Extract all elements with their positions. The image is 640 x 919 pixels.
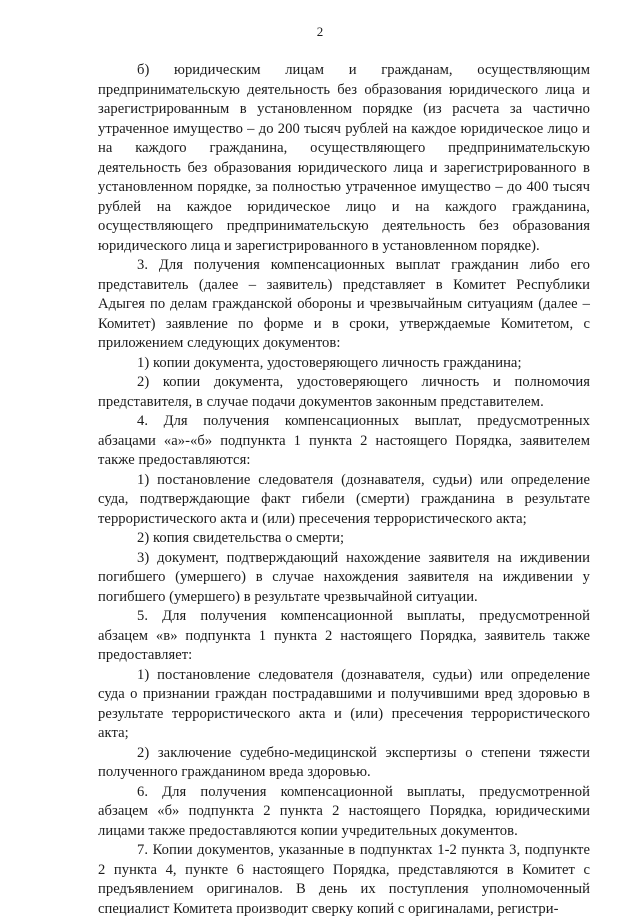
paragraph-2b-legal-entities: б) юридическим лицам и гражданам, осуществляющим предпринимательскую деятельность без образования юридического лица и зарегистрированным в установленном порядке (из расчета за частично утраченное имущество – до 200 тысяч рублей на каждое юридическое лицо и на каждого гражданина, осуществляющего предпринимательскую деятельность без образования юридического лица и зарегистрированного в установленном порядке, за полностью утраченное имущество – до 400 тысяч рублей на каждое юридическое лицо и на каждого гражданина, осуществляющего предпринимательскую деятельность без образования юридического лица и зарегистрированного в установленном порядке). — [98, 62, 590, 254]
paragraph-7-copies: 7. Копии документов, указанные в подпунктах 1-2 пункта 3, подпункте 2 пункта 4, пункте 6 настоящего Порядка, представляются в Комитет с предъявлением оригиналов. В день их поступления уполномоченный специалист Комитета производит сверку копий с оригиналами, регистри- — [98, 842, 590, 917]
paragraph-4-item-3: 3) документ, подтверждающий нахождение заявителя на иждивении погибшего (умершего) в случае нахождения заявителя на иждивении у погибшего (умершего) в результате чрезвычайной ситуации. — [98, 549, 590, 605]
paragraph-5-documents: 5. Для получения компенсационной выплаты, предусмотренной абзацем «в» подпункта 1 пункта 2 настоящего Порядка, заявитель также предоставляет: — [98, 608, 590, 663]
paragraph-4-item-2: 2) копия свидетельства о смерти; — [137, 530, 345, 546]
paragraph-5-item-1: 1) постановление следователя (дознавателя, судьи) или определение суда о признании граждан пострадавшими и получившими вред здоровью в результате террористического акта и (или) пресечения террористического акта; — [98, 666, 590, 741]
document-body — [98, 61, 590, 919]
paragraph-4-item-1: 1) постановление следователя (дознавателя, судьи) или определение суда, подтверждающие факт гибели (смерти) гражданина в результате террористического акта и (или) пресечения террористического акта; — [98, 471, 590, 527]
page-number: 2 — [316, 24, 324, 39]
paragraph-3-item-2: 2) копии документа, удостоверяющего личность и полномочия представителя, в случае подачи документов законным представителем. — [98, 374, 590, 410]
paragraph-4-documents: 4. Для получения компенсационных выплат, предусмотренных абзацами «а»-«б» подпункта 1 пункта 2 настоящего Порядка, заявителем также предоставляются: — [98, 413, 590, 468]
paragraph-3-application: 3. Для получения компенсационных выплат гражданин либо его представитель (далее – заявитель) представляет в Комитет Республики Адыгея по делам гражданской обороны и чрезвычайным ситуациям (далее – Комитет) заявление по форме и в сроки, утверждаемые Комитетом, с приложением следующих документов: — [98, 257, 590, 351]
paragraph-6-legal-entities: 6. Для получения компенсационной выплаты, предусмотренной абзацем «б» подпункта 2 пункта 2 настоящего Порядка, юридическими лицами также предоставляются копии учредительных документов. — [98, 783, 590, 839]
paragraph-5-item-2: 2) заключение судебно-медицинской экспертизы о степени тяжести полученного гражданином вреда здоровью. — [98, 744, 590, 780]
paragraph-3-item-1: 1) копии документа, удостоверяющего личность гражданина; — [137, 354, 522, 371]
